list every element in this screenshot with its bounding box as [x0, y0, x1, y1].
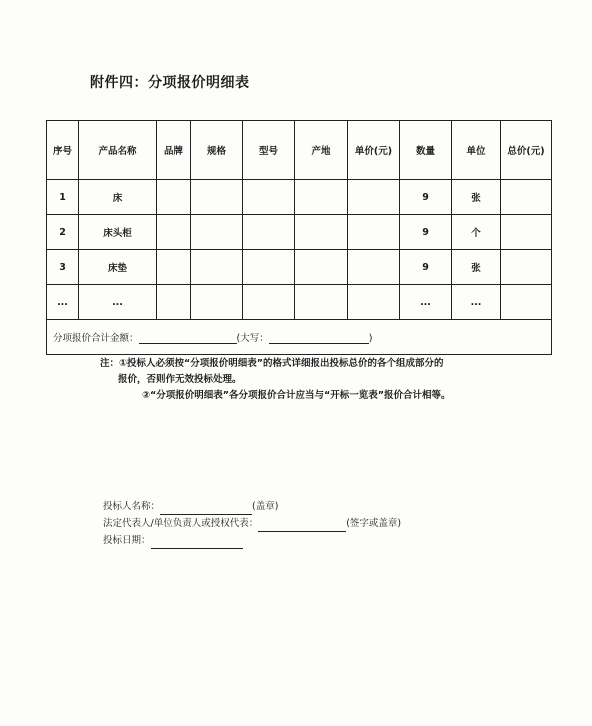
notes-block	[100, 356, 451, 404]
row-spec	[191, 250, 243, 285]
header-cell: 总价(元)	[501, 121, 552, 180]
row-qty: ...	[400, 285, 452, 320]
note-line-3: ②“分项报价明细表”各分项报价合计应当与“开标一览表”报价合计相等。	[142, 390, 451, 401]
row-spec	[191, 180, 243, 215]
header-cell: 单价(元)	[348, 121, 400, 180]
bid-date-label: 投标日期：	[103, 535, 151, 546]
row-model	[243, 215, 295, 250]
representative-label: 法定代表人/单位负责人或授权代表：	[103, 518, 259, 529]
row-brand	[157, 180, 191, 215]
row-unit: 张	[452, 180, 501, 215]
table-row	[47, 285, 552, 320]
table-header-row	[47, 121, 552, 180]
row-spec	[191, 215, 243, 250]
row-model	[243, 250, 295, 285]
row-total	[501, 215, 552, 250]
row-total	[501, 250, 552, 285]
row-qty: 9	[400, 215, 452, 250]
header-cell: 品牌	[157, 121, 191, 180]
total-cell	[47, 320, 552, 355]
total-daxie-open: (大写：	[236, 333, 269, 344]
bidder-name-label: 投标人名称：	[103, 501, 161, 512]
row-brand	[157, 250, 191, 285]
row-no: ...	[47, 285, 79, 320]
representative-row	[103, 515, 401, 532]
row-qty: 9	[400, 250, 452, 285]
table-row	[47, 250, 552, 285]
row-product-name: 床垫	[79, 250, 157, 285]
bidder-name-blank[interactable]	[160, 503, 252, 515]
row-unit-price	[348, 285, 400, 320]
representative-sign-label: (签字或盖章)	[346, 518, 402, 529]
bidder-seal-label: (盖章)	[252, 501, 279, 512]
row-total	[501, 285, 552, 320]
row-unit: ...	[452, 285, 501, 320]
row-no: 2	[47, 215, 79, 250]
header-cell: 型号	[243, 121, 295, 180]
header-cell: 数量	[400, 121, 452, 180]
bid-date-row	[103, 532, 401, 549]
total-amount-blank[interactable]	[139, 332, 237, 344]
quote-table	[46, 120, 552, 355]
row-unit-price	[348, 215, 400, 250]
row-no: 3	[47, 250, 79, 285]
total-label: 分项报价合计金额：	[53, 333, 139, 344]
row-model	[243, 285, 295, 320]
row-unit: 张	[452, 250, 501, 285]
note-line-2: 报价，否则作无效投标处理。	[118, 374, 242, 385]
row-model	[243, 180, 295, 215]
row-no: 1	[47, 180, 79, 215]
row-product-name: ...	[79, 285, 157, 320]
row-spec	[191, 285, 243, 320]
note-line-1: 注：①投标人必须按“分项报价明细表”的格式详细报出投标总价的各个组成部分的	[100, 358, 444, 369]
row-origin	[295, 250, 348, 285]
row-origin	[295, 180, 348, 215]
row-origin	[295, 285, 348, 320]
row-origin	[295, 215, 348, 250]
row-product-name: 床头柜	[79, 215, 157, 250]
total-daxie-blank[interactable]	[269, 332, 369, 344]
header-cell: 产品名称	[79, 121, 157, 180]
header-cell: 产地	[295, 121, 348, 180]
header-cell: 规格	[191, 121, 243, 180]
row-unit: 个	[452, 215, 501, 250]
total-row	[47, 320, 552, 355]
row-product-name: 床	[79, 180, 157, 215]
table-row	[47, 215, 552, 250]
bid-date-blank[interactable]	[151, 537, 243, 549]
signature-block	[103, 498, 401, 549]
page-title: 附件四：分项报价明细表	[90, 75, 250, 91]
representative-blank[interactable]	[258, 520, 346, 532]
row-brand	[157, 215, 191, 250]
total-daxie-close: )	[368, 333, 373, 344]
header-cell: 序号	[47, 121, 79, 180]
row-total	[501, 180, 552, 215]
row-unit-price	[348, 250, 400, 285]
row-unit-price	[348, 180, 400, 215]
table-row	[47, 180, 552, 215]
bidder-name-row	[103, 498, 401, 515]
row-qty: 9	[400, 180, 452, 215]
row-brand	[157, 285, 191, 320]
header-cell: 单位	[452, 121, 501, 180]
